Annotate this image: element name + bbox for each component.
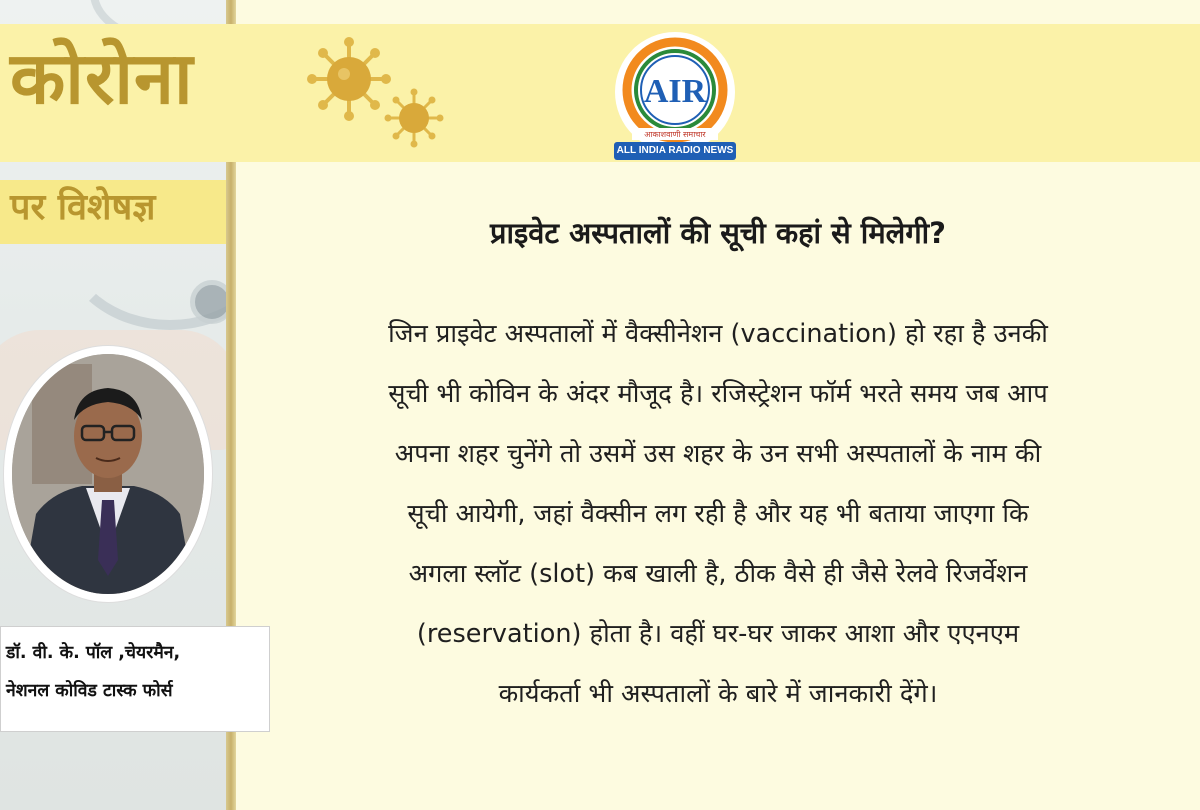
answer-line: सूची भी कोविन के अंदर मौजूद है। रजिस्ट्रेशन फॉर्म भरते समय जब आप — [388, 379, 1048, 409]
answer-line: (reservation) होता है। वहीं घर-घर जाकर आशा और एएनएम — [416, 619, 1020, 649]
expert-photo — [12, 354, 204, 594]
logo-tagline: आकाशवाणी समाचार — [644, 130, 706, 139]
virus-icon — [384, 88, 444, 148]
answer-line: जिन प्राइवेट अस्पतालों में वैक्सीनेशन (vaccination) हो रहा है उनकी — [388, 319, 1048, 349]
answer-text — [262, 304, 1174, 724]
expert-organization: नेशनल कोविड टास्क फोर्स — [6, 681, 173, 701]
answer-line: अगला स्लॉट (slot) कब खाली है, ठीक वैसे ही जैसे रेलवे रिजर्वेशन — [408, 559, 1028, 589]
answer-line: अपना शहर चुनेंगे तो उसमें उस शहर के उन सभी अस्पतालों के नाम की — [394, 439, 1042, 469]
title-sub: पर विशेषज्ञ — [10, 187, 156, 228]
title-main: कोरोना — [10, 36, 194, 120]
logo-text: AIR — [643, 73, 707, 110]
logo-label: ALL INDIA RADIO NEWS — [614, 142, 736, 160]
expert-portrait-illustration — [12, 354, 204, 594]
expert-caption — [6, 634, 268, 710]
answer-line: कार्यकर्ता भी अस्पतालों के बारे में जानकारी देंगे। — [498, 679, 938, 709]
expert-name-title: डॉ. वी. के. पॉल ,चेयरमैन, — [6, 643, 181, 663]
virus-icon — [306, 36, 392, 122]
answer-line: सूची आयेगी, जहां वैक्सीन लग रही है और यह भी बताया जाएगा कि — [407, 499, 1029, 529]
question-heading: प्राइवेट अस्पतालों की सूची कहां से मिलेगी? — [490, 216, 946, 250]
